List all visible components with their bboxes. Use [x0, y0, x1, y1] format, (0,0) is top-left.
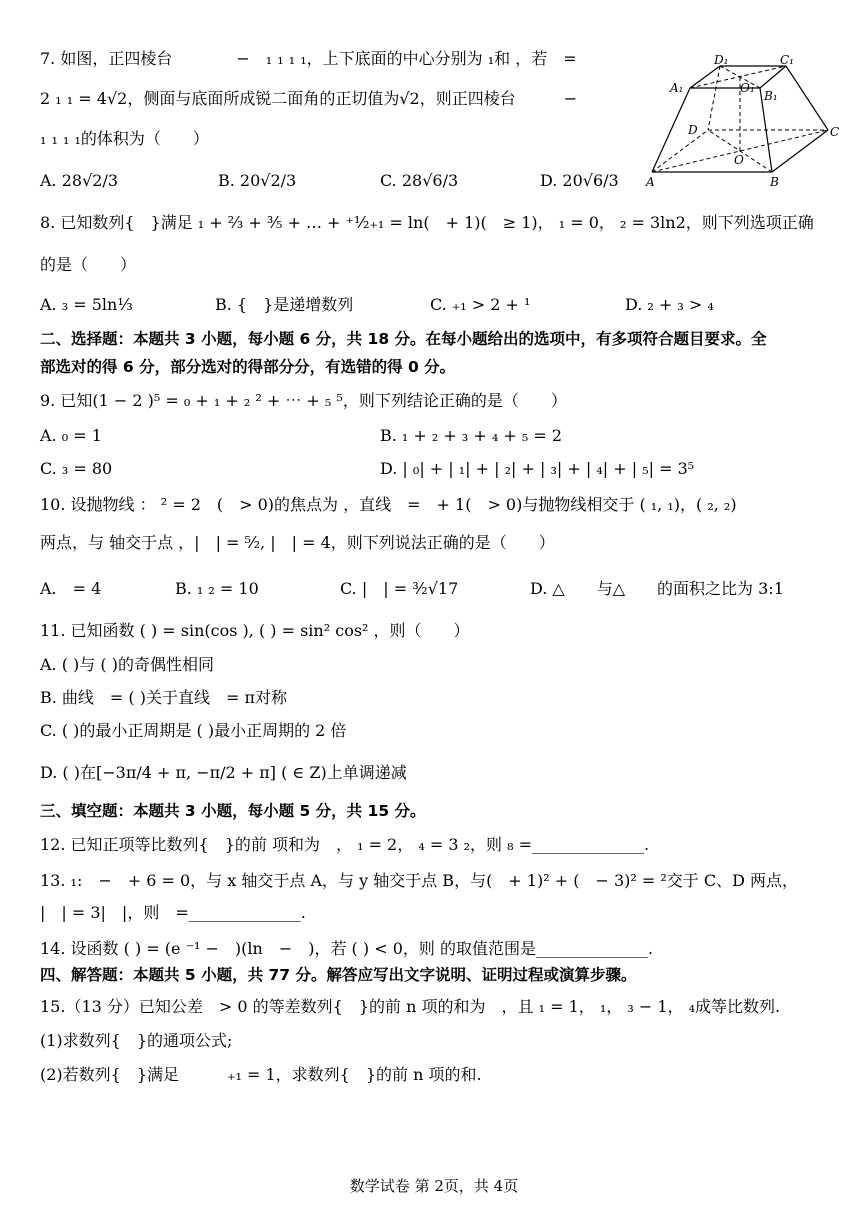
q7-option-b: B. 20√2/3	[218, 171, 297, 190]
label-c1: C₁	[780, 53, 794, 67]
label-a1: A₁	[670, 81, 684, 95]
q10-option-b: B. ₁ ₂ = 10	[175, 579, 259, 598]
q7-option-d: D. 20√6/3	[540, 171, 619, 190]
q13-line1: 13. ₁: − + 6 = 0，与 x 轴交于点 A，与 y 轴交于点 B，与( + 1)² + ( − 3)² = ²交于 C、D 两点，	[40, 871, 799, 890]
q10-option-a: A. = 4	[40, 579, 102, 598]
q8-option-b: B. { }是递增数列	[215, 295, 354, 314]
label-b: B	[770, 175, 779, 189]
q14: 14. 设函数 ( ) = (e ⁻¹ − )(ln − )，若 ( ) < 0，则 的取值范围是______________.	[40, 939, 654, 958]
label-o1: O₁	[740, 81, 755, 95]
q7-option-c: C. 28√6/3	[380, 171, 459, 190]
q15-stem: 15.（13 分）已知公差 > 0 的等差数列{ }的前 n 项的和为 ，且 ₁ = 1， ₁， ₃ − 1， ₄成等比数列.	[40, 997, 781, 1016]
q10-option-c: C. | | = ³⁄₂√17	[340, 579, 459, 598]
q9-option-a: A. ₀ = 1	[40, 426, 102, 445]
q13-line2: | | = 3| |，则 =______________.	[40, 903, 306, 922]
q10-option-d: D. △ 与△ 的面积之比为 3:1	[530, 579, 784, 598]
q12: 12. 已知正项等比数列{ }的前 项和为 ， ₁ = 2， ₄ = 3 ₂，则 ₈ =______________.	[40, 835, 650, 854]
section-4-heading: 四、解答题：本题共 5 小题，共 77 分。解答应写出文字说明、证明过程或演算步骤。	[40, 966, 637, 984]
frustum-figure	[640, 52, 845, 192]
q8-option-d: D. ₂ + ₃ > ₄	[625, 295, 714, 314]
q11-option-c: C. ( )的最小正周期是 ( )最小正周期的 2 倍	[40, 721, 347, 740]
q7-line3: ₁ ₁ ₁ ₁的体积为（ ）	[40, 129, 209, 148]
label-d1: D₁	[714, 53, 729, 67]
label-a: A	[646, 175, 655, 189]
q11-option-a: A. ( )与 ( )的奇偶性相同	[40, 655, 214, 674]
q8-option-a: A. ₃ = 5ln¹⁄₃	[40, 295, 133, 314]
label-d: D	[688, 123, 698, 137]
q11-stem: 11. 已知函数 ( ) = sin(cos ), ( ) = sin² cos² ，则（ ）	[40, 621, 470, 640]
page-footer: 数学试卷 第 2页，共 4页	[349, 1177, 519, 1195]
section-2-heading-line1: 二、选择题：本题共 3 小题，每小题 6 分，共 18 分。在每小题给出的选项中，有多项符合题目要求。全	[40, 330, 767, 348]
q9-option-d: D. | ₀| + | ₁| + | ₂| + | ₃| + | ₄| + | ₅| = 3⁵	[380, 459, 695, 478]
q8-line2: 的是（ ）	[40, 255, 137, 274]
q15-part2: (2)若数列{ }满足 ₊₁ = 1，求数列{ }的前 n 项的和.	[40, 1065, 482, 1084]
q9-option-c: C. ₃ = 80	[40, 459, 113, 478]
q7-line2: 2 ₁ ₁ = 4√2，侧面与底面所成锐二面角的正切值为√2，则正四棱台 −	[40, 89, 578, 108]
section-2-heading-line2: 部选对的得 6 分，部分选对的得部分分，有选错的得 0 分。	[40, 358, 456, 376]
label-b1: B₁	[764, 89, 778, 103]
q9-option-b: B. ₁ + ₂ + ₃ + ₄ + ₅ = 2	[380, 426, 563, 445]
q8-option-c: C. ₊₁ > 2 + ¹	[430, 295, 531, 314]
q9-stem: 9. 已知(1 − 2 )⁵ = ₀ + ₁ + ₂ ² + ⋯ + ₅ ⁵，则下列结论正确的是（ ）	[40, 391, 567, 410]
section-3-heading: 三、填空题：本题共 3 小题，每小题 5 分，共 15 分。	[40, 802, 426, 820]
label-o: O	[734, 153, 744, 167]
q15-part1: (1)求数列{ }的通项公式;	[40, 1031, 233, 1050]
q10-line1: 10. 设抛物线 ： ² = 2 ( > 0)的焦点为 ，直线 = + 1( > 0)与抛物线相交于 ( ₁, ₁)，( ₂, ₂)	[40, 495, 737, 514]
q10-line2: 两点，与 轴交于点 ，| | = ⁵⁄₂, | | = 4，则下列说法正确的是（ ）	[40, 533, 555, 552]
q11-option-b: B. 曲线 = ( )关于直线 = π对称	[40, 688, 288, 707]
q7-line1: 7. 如图，正四棱台 − ₁ ₁ ₁ ₁，上下底面的中心分别为 ₁和 ，若 =	[40, 49, 577, 68]
q8-line1: 8. 已知数列{ }满足 ₁ + ²⁄₃ + ³⁄₅ + … + ⁺¹⁄₂₊₁ = ln( + 1)( ≥ 1)， ₁ = 0， ₂ = 3ln2，则下列选项正确	[40, 213, 814, 232]
label-c: C	[830, 125, 840, 139]
q11-option-d: D. ( )在[−3π/4 + π, −π/2 + π] ( ∈ Z)上单调递减	[40, 763, 407, 782]
q7-option-a: A. 28√2/3	[40, 171, 119, 190]
